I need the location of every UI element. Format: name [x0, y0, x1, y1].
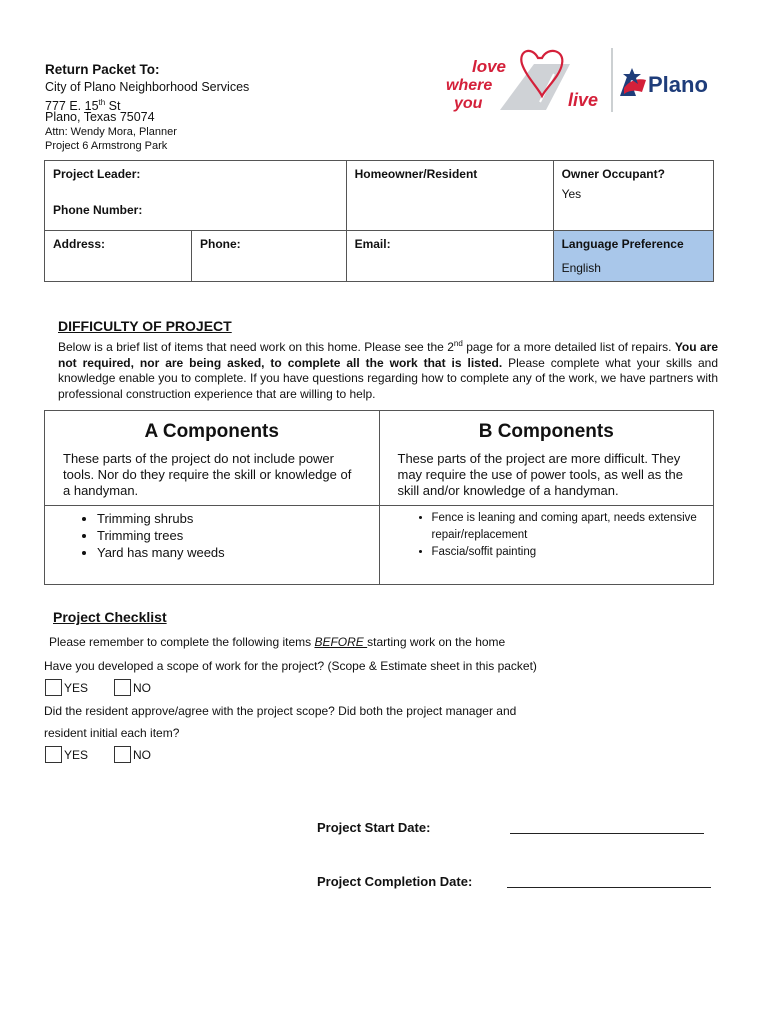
return-address-line2: 777 E. 15th St	[45, 98, 121, 114]
owner-occupant-label: Owner Occupant?	[561, 167, 665, 181]
checklist-question-1: Have you developed a scope of work for the project? (Scope & Estimate sheet in this packet)	[44, 659, 537, 673]
love-where-you-live-plano-logo	[442, 44, 727, 116]
b-components-header-cell	[379, 411, 714, 506]
email-cell	[346, 231, 553, 282]
list-item: • Yard has many weeds	[97, 544, 379, 561]
owner-occupant-cell	[553, 161, 713, 231]
checklist-question-2b: resident initial each item?	[44, 726, 180, 740]
language-preference-cell	[553, 231, 713, 282]
logo-word-you: you	[454, 95, 483, 112]
project-start-date-field[interactable]	[510, 833, 704, 834]
q2-no-label: NO	[133, 747, 152, 762]
homeowner-label: Homeowner/Resident	[354, 167, 478, 181]
list-item: • Trimming trees	[97, 527, 379, 544]
q2-no-checkbox[interactable]	[114, 746, 131, 763]
a-components-list-cell	[45, 506, 380, 585]
return-address-line1: City of Plano Neighborhood Services	[45, 80, 250, 94]
logo-city-plano: Plano	[648, 72, 708, 97]
language-preference-value: English	[561, 261, 601, 275]
q1-yes-label: YES	[64, 680, 89, 695]
q2-yes-checkbox[interactable]	[45, 746, 62, 763]
q1-no-checkbox[interactable]	[114, 679, 131, 696]
a-components-header-cell	[45, 411, 380, 506]
plano-star-icon	[620, 68, 646, 96]
email-label: Email:	[354, 237, 391, 251]
language-preference-label: Language Preference	[561, 237, 684, 251]
return-attn: Attn: Wendy Mora, Planner	[45, 126, 177, 138]
b-components-list-cell	[379, 506, 714, 585]
checklist-reminder: Please remember to complete the following items BEFORE starting work on the home	[49, 635, 506, 649]
a-components-list	[45, 510, 379, 561]
project-leader-label: Project Leader:	[53, 167, 141, 181]
return-project: Project 6 Armstrong Park	[45, 140, 168, 152]
components-table	[44, 410, 714, 585]
b-components-description: These parts of the project are more difficult. They may require the use of power tools, as well as the skill and/or knowledge of a handyman.	[397, 451, 683, 498]
phone-label: Phone:	[200, 237, 241, 251]
list-item: • Trimming shrubs	[97, 510, 379, 527]
project-completion-date-label: Project Completion Date:	[317, 874, 473, 889]
q1-no-label: NO	[133, 680, 152, 695]
logo-word-love: love	[472, 57, 507, 76]
return-address-line3: Plano, Texas 75074	[45, 110, 155, 124]
difficulty-paragraph: Below is a brief list of items that need work on this home. Please see the 2nd page for a more detailed list of repairs. You are not required, nor are being asked, to complete all the work that is listed. Please complete what your skills and knowledge enable you to complete. If you have questions regarding how to complete any of the work, we have partners with professional construction experience that are willing to help.	[58, 339, 719, 401]
q1-yes-checkbox[interactable]	[45, 679, 62, 696]
homeowner-cell	[346, 161, 553, 231]
b-components-list	[380, 510, 714, 561]
project-checklist-title: Project Checklist	[53, 609, 167, 625]
list-item: • Fence is leaning and coming apart, needs extensive repair/replacement	[432, 510, 714, 544]
question-2-options	[45, 746, 151, 763]
project-info-table	[44, 160, 714, 282]
return-packet-title: Return Packet To:	[45, 62, 160, 77]
logo-word-live: live	[568, 90, 599, 110]
question-1-options	[45, 679, 151, 696]
q2-yes-label: YES	[64, 747, 89, 762]
checklist-question-2a: Did the resident approve/agree with the project scope? Did both the project manager and	[44, 704, 517, 718]
b-components-title: B Components	[478, 421, 614, 442]
phone-cell	[192, 231, 347, 282]
project-start-date-label: Project Start Date:	[317, 820, 431, 835]
difficulty-title: DIFFICULTY OF PROJECT	[58, 318, 232, 334]
address-label: Address:	[53, 237, 106, 251]
project-leader-cell	[45, 161, 347, 231]
a-components-description: These parts of the project do not include power tools. Nor do they require the skill or knowledge of a handyman.	[63, 451, 352, 498]
owner-occupant-value: Yes	[561, 187, 582, 201]
project-completion-date-field[interactable]	[507, 887, 711, 888]
address-cell	[45, 231, 192, 282]
list-item: • Fascia/soffit painting	[432, 544, 714, 561]
a-components-title: A Components	[144, 421, 279, 442]
logo-word-where: where	[446, 77, 493, 94]
phone-number-label: Phone Number:	[53, 203, 143, 217]
